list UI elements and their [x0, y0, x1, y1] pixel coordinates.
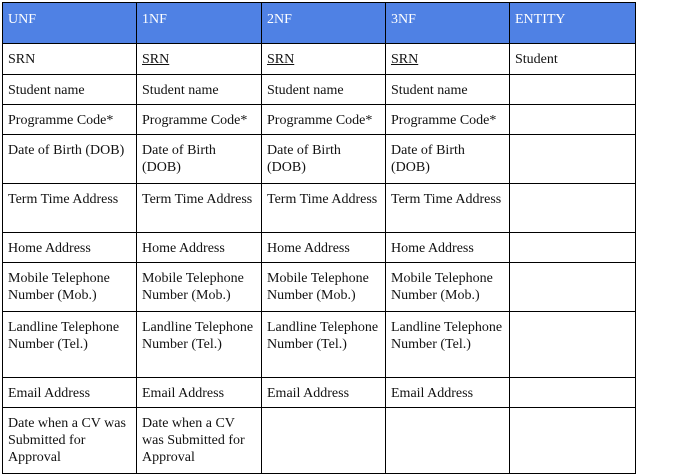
header-2nf: 2NF	[262, 3, 386, 44]
table-cell: Mobile Telephone Number (Mob.)	[137, 263, 262, 312]
table-cell: Email Address	[386, 378, 510, 408]
table-cell: Programme Code*	[386, 105, 510, 135]
table-cell: Mobile Telephone Number (Mob.)	[386, 263, 510, 312]
table-cell: Home Address	[262, 233, 386, 263]
table-cell	[510, 312, 636, 378]
table-cell	[510, 378, 636, 408]
table-cell: Mobile Telephone Number (Mob.)	[262, 263, 386, 312]
table-cell: Term Time Address	[137, 184, 262, 233]
table-cell: Programme Code*	[3, 105, 137, 135]
table-cell: Term Time Address	[3, 184, 137, 233]
table-cell	[510, 233, 636, 263]
table-cell: Date of Birth (DOB)	[386, 135, 510, 184]
table-cell	[510, 75, 636, 105]
normalisation-table	[2, 2, 636, 474]
table-cell: Date of Birth (DOB)	[137, 135, 262, 184]
header-row	[3, 3, 636, 44]
key-cell: SRN	[137, 44, 262, 75]
table-cell: SRN	[3, 44, 137, 75]
entity-cell: Student	[510, 44, 636, 75]
table-cell: Landline Telephone Number (Tel.)	[262, 312, 386, 378]
table-cell: Home Address	[137, 233, 262, 263]
table-cell: Programme Code*	[262, 105, 386, 135]
table-cell: Student name	[3, 75, 137, 105]
table-cell	[262, 408, 386, 474]
header-1nf: 1NF	[137, 3, 262, 44]
table-cell	[386, 408, 510, 474]
table-row	[3, 44, 636, 75]
table-cell: Landline Telephone Number (Tel.)	[137, 312, 262, 378]
table-cell: Term Time Address	[262, 184, 386, 233]
header-unf: UNF	[3, 3, 137, 44]
key-cell: SRN	[262, 44, 386, 75]
table-cell	[510, 263, 636, 312]
table-cell	[510, 105, 636, 135]
header-entity: ENTITY	[510, 3, 636, 44]
table-cell	[510, 184, 636, 233]
table-cell	[510, 408, 636, 474]
table-cell: Mobile Telephone Number (Mob.)	[3, 263, 137, 312]
table-cell: Student name	[137, 75, 262, 105]
table-cell: Date when a CV was Submitted for Approval	[3, 408, 137, 474]
table-cell: Home Address	[386, 233, 510, 263]
table-row	[3, 75, 636, 105]
table-cell	[510, 135, 636, 184]
table-row	[3, 233, 636, 263]
table-cell: Landline Telephone Number (Tel.)	[386, 312, 510, 378]
table-cell: Student name	[386, 75, 510, 105]
table-row	[3, 263, 636, 312]
table-row	[3, 135, 636, 184]
table-cell: Email Address	[3, 378, 137, 408]
table-cell: Date of Birth (DOB)	[262, 135, 386, 184]
table-row	[3, 378, 636, 408]
table-row	[3, 184, 636, 233]
table-row	[3, 312, 636, 378]
table-row	[3, 408, 636, 474]
key-cell: SRN	[386, 44, 510, 75]
table-row	[3, 105, 636, 135]
table-cell: Email Address	[262, 378, 386, 408]
table-cell: Email Address	[137, 378, 262, 408]
table-cell: Programme Code*	[137, 105, 262, 135]
table-cell: Home Address	[3, 233, 137, 263]
table-cell: Landline Telephone Number (Tel.)	[3, 312, 137, 378]
header-3nf: 3NF	[386, 3, 510, 44]
table-cell: Student name	[262, 75, 386, 105]
table-cell: Date when a CV was Submitted for Approval	[137, 408, 262, 474]
table-cell: Date of Birth (DOB)	[3, 135, 137, 184]
table-cell: Term Time Address	[386, 184, 510, 233]
